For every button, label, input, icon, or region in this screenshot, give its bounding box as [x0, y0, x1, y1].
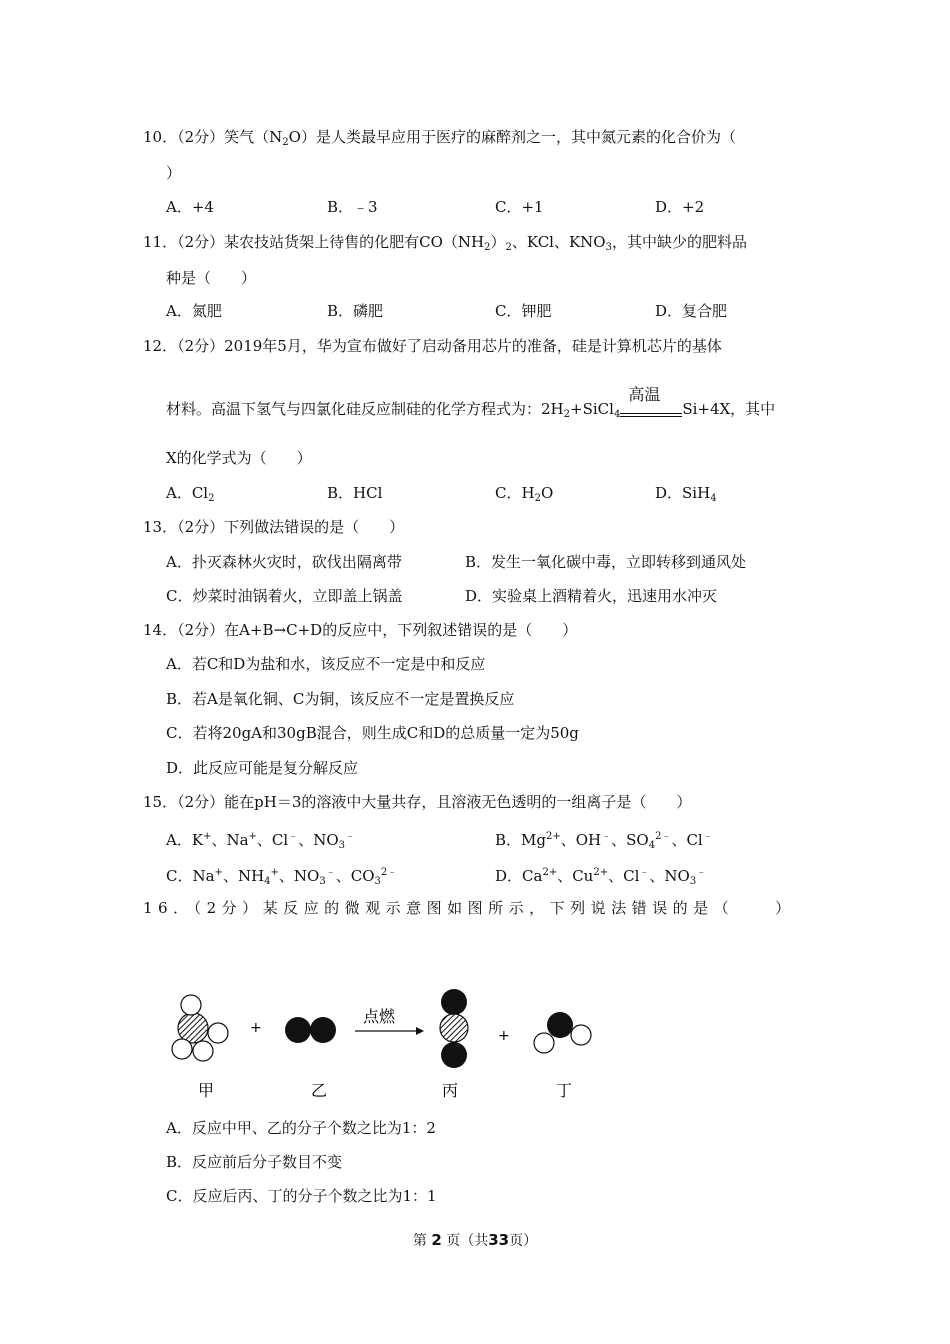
q15-stem: 15．（2分）能在pH＝3的溶液中大量共存，且溶液无色透明的一组离子是（ ） [143, 793, 692, 811]
label-yi: 乙 [311, 1081, 328, 1100]
q10-stem-cont: ） [166, 164, 182, 182]
q15-option-b: B．$Mg^{2+}$、OH﹣、$SO_4^{2﹣}$、Cl﹣ [495, 831, 713, 851]
q10-option-b: B．﹣3 [327, 198, 378, 216]
label-ding: 丁 [556, 1081, 573, 1100]
q12-option-b: B．HCl [327, 484, 383, 502]
q11-stem-cont: 种是（ ） [166, 269, 257, 287]
q14-option-c: C．若将20gA和30gB混合，则生成C和D的总质量一定为50g [166, 724, 579, 742]
q14-stem: 14．（2分）在A+B→C+D的反应中，下列叙述错误的是（ ） [143, 621, 578, 639]
q12-option-d: D．SiH$_4$ [655, 484, 717, 504]
q11-option-a: A．氮肥 [166, 302, 222, 320]
q15-option-c: C．Na+、$NH_4^+$、$NO_3^﹣$、$CO_3^{2﹣}$ [166, 867, 398, 887]
q15-option-a: A．K+、Na+、Cl﹣、$NO_3^﹣$ [166, 831, 355, 851]
reaction-microscopic-diagram [160, 980, 620, 1110]
arrow-condition-label: 点燃 [363, 1007, 396, 1026]
molecule-jia-icon [172, 995, 228, 1061]
q10-stem: 10．（2分）笑气$(N_2O)$是人类最早应用于医疗的麻醉剂之一，其中氮元素的化合价为（ [143, 128, 736, 148]
q12-stem-cont: X的化学式为（ ） [166, 449, 312, 467]
molecule-yi-icon [285, 1017, 336, 1043]
q11-stem: 11．（2分）某农技站货架上待售的化肥有$CO(NH_2)_2$、KCl、$KNO_3$，其中缺少的肥料品 [143, 233, 747, 253]
q10-option-a: A．+4 [166, 198, 214, 216]
molecule-bing-icon [440, 989, 468, 1068]
q11-option-c: C．钾肥 [495, 302, 552, 320]
q12-equation-line: 材料。高温下氢气与四氯化硅反应制硅的化学方程式为：$2H_2+SiCl_4$ 高温 Si+4X，其中 [166, 399, 775, 425]
plus-sign-1: + [250, 1020, 262, 1036]
label-jia: 甲 [198, 1081, 215, 1100]
q10-option-c: C．+1 [495, 198, 544, 216]
q16-option-b: B．反应前后分子数目不变 [166, 1153, 343, 1171]
q11-option-b: B．磷肥 [327, 302, 384, 320]
q14-option-b: B．若A是氧化铜、C为铜，该反应不一定是置换反应 [166, 690, 515, 708]
q15-option-d: D．$Ca^{2+}$、$Cu^{2+}$、Cl﹣、$NO_3^﹣$ [495, 867, 707, 887]
q12-option-a: A．$Cl_2$ [166, 484, 215, 504]
q16-stem: 16．（2分）某反应的微观示意图如图所示，下列说法错误的是（ ） [143, 899, 796, 917]
q13-option-b: B．发生一氧化碳中毒，立即转移到通风处 [465, 553, 747, 571]
q13-option-c: C．炒菜时油锅着火，立即盖上锅盖 [166, 587, 403, 605]
q11-option-d: D．复合肥 [655, 302, 728, 320]
plus-sign-2: + [498, 1028, 510, 1044]
page-total: 33 [488, 1231, 510, 1249]
reaction-arrow-high-temp: 高温 [620, 405, 682, 425]
q12-option-c: C．$H_2O$ [495, 484, 554, 504]
q10-option-d: D．+2 [655, 198, 705, 216]
q13-option-a: A．扑灭森林火灾时，砍伐出隔离带 [166, 553, 402, 571]
page-number: 2 [431, 1231, 442, 1249]
q16-option-a: A．反应中甲、乙的分子个数之比为1：2 [166, 1119, 436, 1137]
label-bing: 丙 [442, 1081, 459, 1100]
molecule-ding-icon [534, 1012, 591, 1053]
page-footer: 第 2 页（共33页） [412, 1231, 538, 1249]
q12-stem: 12．（2分）2019年5月，华为宣布做好了启动备用芯片的准备，硅是计算机芯片的基体 [143, 337, 722, 355]
q13-option-d: D．实验桌上酒精着火，迅速用水冲灭 [465, 587, 718, 605]
q13-stem: 13．（2分）下列做法错误的是（ ） [143, 518, 405, 536]
reaction-arrow-icon [355, 1027, 424, 1035]
q14-option-d: D．此反应可能是复分解反应 [166, 759, 359, 777]
q16-option-c: C．反应后丙、丁的分子个数之比为1：1 [166, 1187, 437, 1205]
q14-option-a: A．若C和D为盐和水，该反应不一定是中和反应 [166, 655, 486, 673]
